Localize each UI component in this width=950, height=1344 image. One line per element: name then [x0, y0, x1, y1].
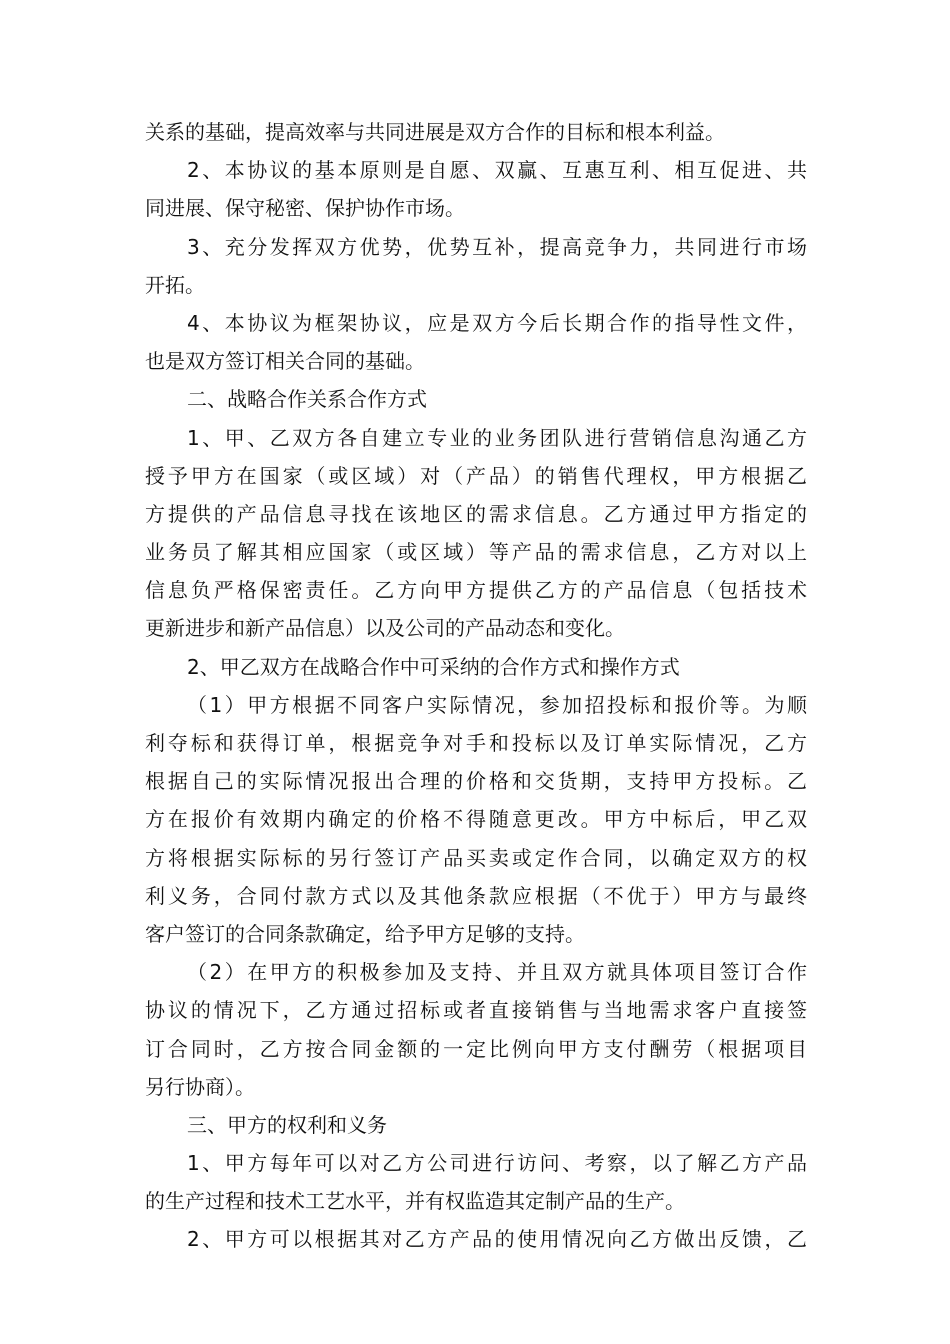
document-body — [145, 113, 807, 1259]
document-text-line: 协议的情况下，乙方通过招标或者直接销售与当地需求客户直接签 — [145, 998, 807, 1023]
document-text-line: 三、甲方的权利和义务 — [187, 1112, 387, 1137]
document-text-line: （2）在甲方的积极参加及支持、并且双方就具体项目签订合作 — [187, 960, 807, 985]
document-text-line: 开拓。 — [145, 272, 205, 297]
document-text-line: 利夺标和获得订单，根据竞争对手和投标以及订单实际情况，乙方 — [145, 731, 807, 755]
document-text-line: 订合同时，乙方按合同金额的一定比例向甲方支付酬劳（根据项目 — [145, 1036, 807, 1061]
document-text-line: 方在报价有效期内确定的价格不得随意更改。甲方中标后，甲乙双 — [145, 807, 807, 832]
document-text-line: 1、甲方每年可以对乙方公司进行访问、考察，以了解乙方产品 — [187, 1151, 807, 1176]
document-text-line: 同进展、保守秘密、保护协作市场。 — [145, 196, 465, 221]
document-text-line: 二、战略合作关系合作方式 — [187, 387, 427, 412]
document-text-line: 授予甲方在国家（或区域）对（产品）的销售代理权，甲方根据乙 — [145, 463, 807, 488]
document-text-line: 也是双方签订相关合同的基础。 — [145, 349, 425, 374]
document-text-line: 关系的基础，提高效率与共同进展是双方合作的目标和根本利益。 — [145, 120, 725, 144]
document-text-line: 2、甲乙双方在战略合作中可采纳的合作方式和操作方式 — [187, 654, 680, 679]
document-text-line: 根据自己的实际情况报出合理的价格和交货期，支持甲方投标。乙 — [145, 769, 807, 794]
document-text-line: 3、充分发挥双方优势，优势互补，提高竞争力，共同进行市场 — [187, 234, 807, 259]
document-text-line: 更新进步和新产品信息）以及公司的产品动态和变化。 — [145, 616, 625, 641]
document-text-line: 的生产过程和技术工艺水平，并有权监造其定制产品的生产。 — [145, 1189, 685, 1214]
document-text-line: 4、本协议为框架协议，应是双方今后长期合作的指导性文件， — [187, 310, 807, 335]
document-text-line: （1）甲方根据不同客户实际情况，参加招投标和报价等。为顺 — [187, 692, 807, 717]
document-text-line: 利义务，合同付款方式以及其他条款应根据（不优于）甲方与最终 — [145, 883, 807, 908]
document-text-line: 2、本协议的基本原则是自愿、双赢、互惠互利、相互促进、共 — [187, 158, 807, 183]
document-text-line: 业务员了解其相应国家（或区域）等产品的需求信息，乙方对以上 — [145, 540, 807, 565]
document-text-line: 另行协商）。 — [145, 1074, 255, 1099]
document-text-line: 方提供的产品信息寻找在该地区的需求信息。乙方通过甲方指定的 — [145, 501, 807, 526]
document-text-line: 2、甲方可以根据其对乙方产品的使用情况向乙方做出反馈，乙 — [187, 1227, 807, 1252]
document-text-line: 方将根据实际标的另行签订产品买卖或定作合同，以确定双方的权 — [145, 845, 807, 870]
document-text-line: 1、甲、乙双方各自建立专业的业务团队进行营销信息沟通乙方 — [187, 425, 807, 450]
document-text-line: 信息负严格保密责任。乙方向甲方提供乙方的产品信息（包括技术 — [145, 578, 807, 603]
document-text-line: 客户签订的合同条款确定，给予甲方足够的支持。 — [145, 921, 585, 946]
